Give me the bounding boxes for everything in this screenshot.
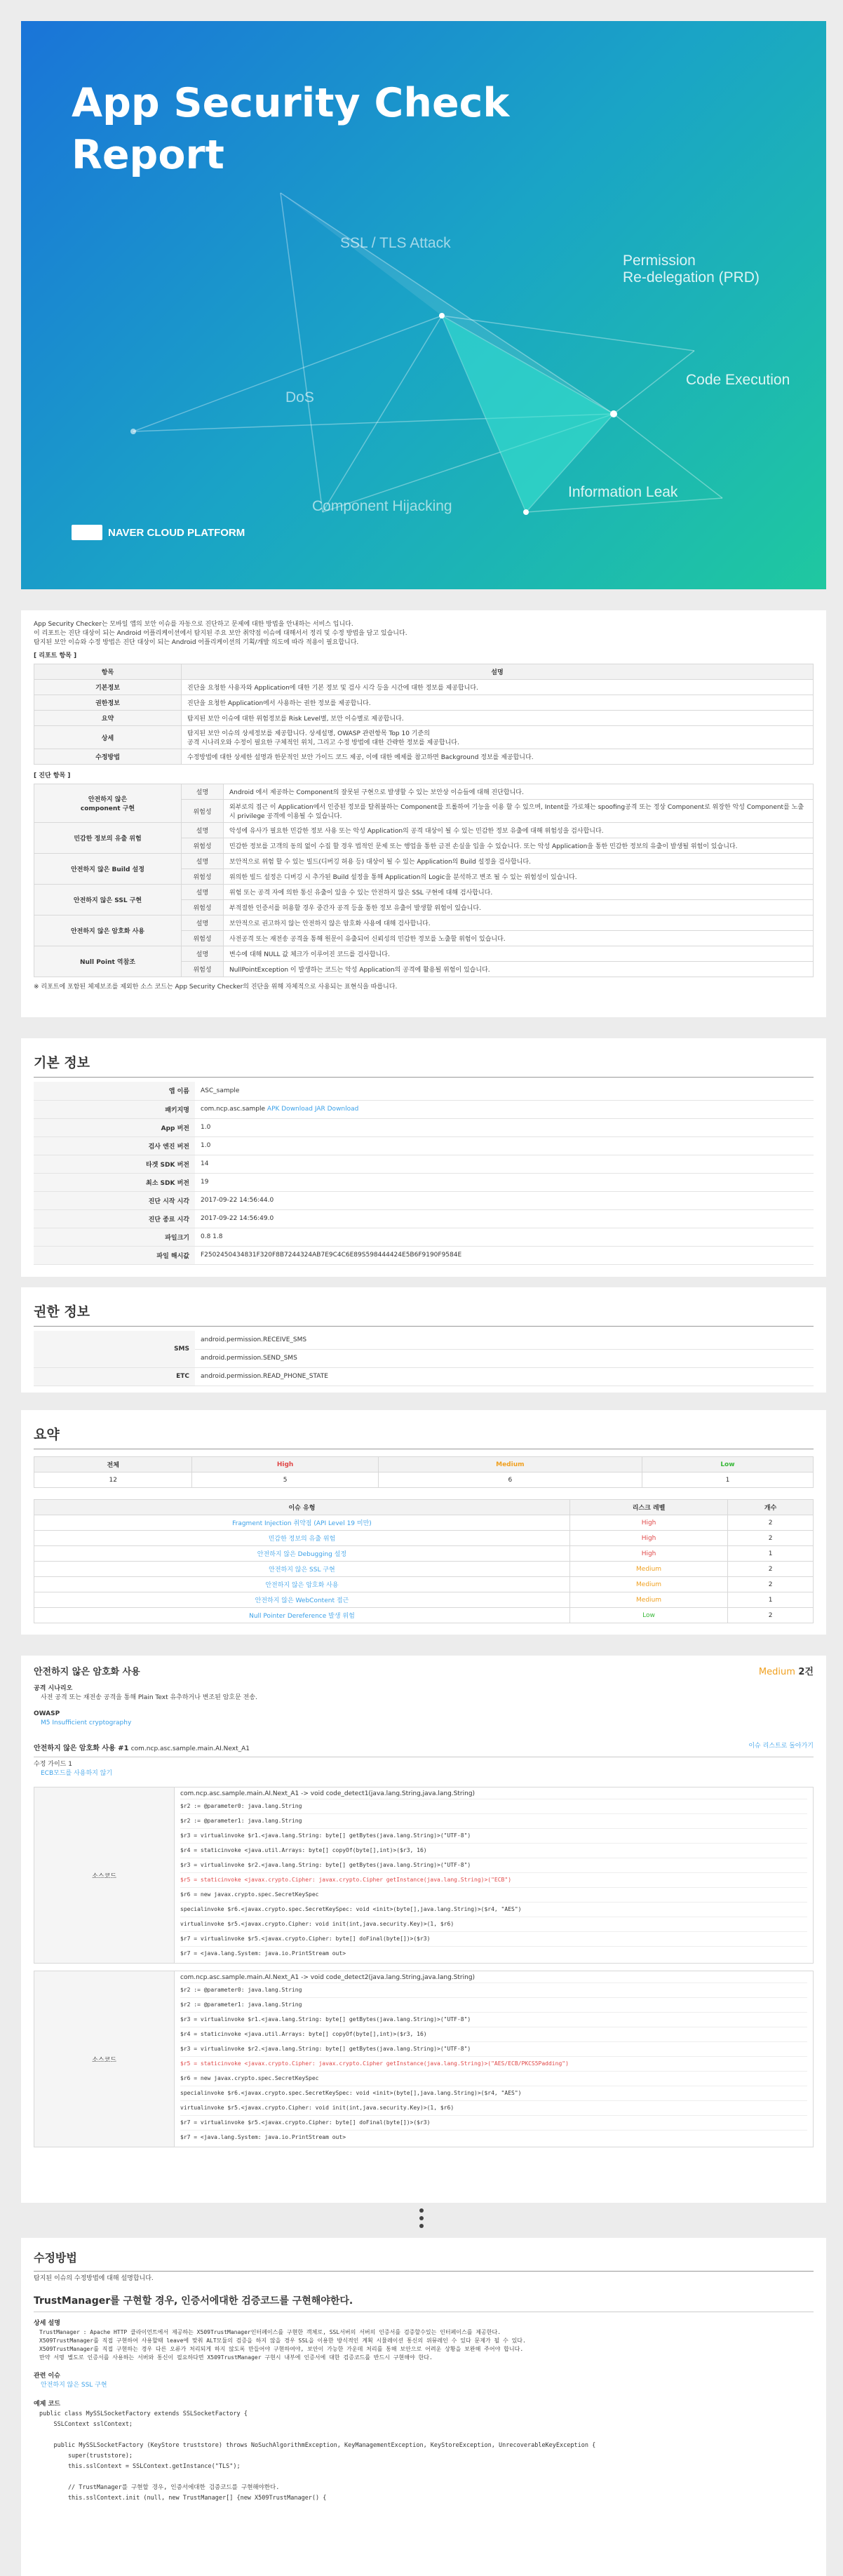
source-line: $r3 = virtualinvoke $r1.<java.lang.String: byte[] getBytes(java.lang.String)>("UTF-8") bbox=[180, 2012, 807, 2027]
diag-items-table bbox=[34, 784, 814, 977]
source-line: specialinvoke $r6.<javax.crypto.spec.SecretKeySpec: void <init>(byte[],java.lang.String)>($r4, "AES") bbox=[180, 1902, 807, 1917]
label-ssl: SSL / TLS Attack bbox=[340, 235, 451, 251]
source-line: $r3 = virtualinvoke $r2.<java.lang.String: byte[] getBytes(java.lang.String)>("UTF-8") bbox=[180, 2041, 807, 2056]
diag-item-name: 민감한 정보의 유출 위험 bbox=[34, 823, 182, 854]
basic-info-key: 앱 이름 bbox=[34, 1082, 195, 1100]
source-code-table bbox=[34, 1971, 814, 2147]
diag-item-name: Null Point 역참조 bbox=[34, 946, 182, 977]
basic-info-row bbox=[34, 1173, 814, 1191]
issue-count: 2 bbox=[728, 1577, 814, 1592]
issue-row bbox=[34, 1592, 814, 1608]
basic-info-row bbox=[34, 1209, 814, 1228]
report-items-heading: [ 리포트 항목 ] bbox=[34, 652, 77, 659]
report-item-name: 수정방법 bbox=[34, 749, 182, 765]
diag-item-kind: 설명 bbox=[182, 784, 224, 800]
source-line: $r7 = <java.lang.System: java.io.PrintStream out> bbox=[180, 2130, 807, 2145]
example-code bbox=[34, 2409, 814, 2504]
issue-level: High bbox=[569, 1515, 727, 1531]
example-code-line: this.sslContext = SSLContext.getInstance("TLS"); bbox=[39, 2463, 241, 2470]
source-signature: com.ncp.asc.sample.main.AI.Next_A1 -> void code_detect1(java.lang.String,java.lang.String) bbox=[180, 1790, 476, 1797]
related-issue-link[interactable]: 안전하지 않은 SSL 구현 bbox=[41, 2382, 107, 2389]
diag-items-heading: [ 진단 항목 ] bbox=[34, 772, 71, 779]
apk-link-1[interactable]: JAR Download bbox=[313, 1106, 359, 1113]
diag-item-row bbox=[34, 885, 814, 900]
source-line: $r5 = staticinvoke <javax.crypto.Cipher: javax.crypto.Cipher getInstance(java.lang.String)>("AES/ECB/PKCS5Padding") bbox=[180, 2056, 807, 2071]
diag-item-kind: 위험성 bbox=[182, 962, 224, 977]
summary-section bbox=[21, 1410, 826, 1635]
label-dos: DoS bbox=[285, 389, 314, 405]
naver-logo-icon bbox=[72, 525, 102, 540]
source-code-blocks bbox=[34, 1787, 814, 2147]
report-item-row bbox=[34, 711, 814, 726]
report-item-desc: 수정방법에 대한 상세한 설명과 한문적인 보안 가이드 코드 제공, 이에 대한 예제를 참고하면 Background 정보를 제공합니다. bbox=[182, 749, 814, 765]
report-item-name: 상세 bbox=[34, 726, 182, 749]
example-code-line: SSLContext sslContext; bbox=[39, 2421, 133, 2428]
diag-item-text: 위험 또는 공격 자에 의한 통신 유출이 있을 수 있는 안전하지 않은 SSL 구현에 대해 검사합니다. bbox=[224, 885, 814, 900]
related-heading: 관련 이슈 bbox=[34, 2373, 60, 2380]
source-line: virtualinvoke $r5.<javax.crypto.Cipher: void init(int,java.security.Key)>(1, $r6) bbox=[180, 2100, 807, 2115]
issue-level: High bbox=[569, 1546, 727, 1562]
basic-info-value: 14 bbox=[195, 1155, 814, 1173]
issue-level: Medium bbox=[569, 1562, 727, 1577]
report-title: App Security Check Report bbox=[72, 80, 510, 178]
diag-item-kind: 위험성 bbox=[182, 931, 224, 946]
issue-level: Medium bbox=[569, 1592, 727, 1608]
permission-item: android.permission.SEND_SMS bbox=[195, 1349, 814, 1367]
source-line: $r6 = new javax.crypto.spec.SecretKeySpec bbox=[180, 2071, 807, 2086]
source-code-label: 소스코드 bbox=[34, 1787, 175, 1964]
apk-link-0[interactable]: APK Download bbox=[265, 1106, 313, 1113]
basic-info-value: ASC_sample bbox=[195, 1082, 814, 1100]
basic-info-value: 19 bbox=[195, 1173, 814, 1191]
diag-item-row bbox=[34, 915, 814, 931]
diag-item-kind: 위험성 bbox=[182, 838, 224, 854]
hero-banner bbox=[21, 21, 826, 589]
summary-title: 요약 bbox=[34, 1424, 814, 1449]
detail-section bbox=[21, 1656, 826, 2203]
diag-item-kind: 설명 bbox=[182, 946, 224, 962]
example-code-line bbox=[39, 2430, 814, 2441]
attack-text: 사전 공격 또는 재전송 공격을 통해 Plain Text 유추하거나 변조된 암호문 전송. bbox=[41, 1694, 257, 1701]
diag-item-kind: 설명 bbox=[182, 885, 224, 900]
source-line: $r2 := @parameter1: java.lang.String bbox=[180, 1813, 807, 1828]
source-line: $r3 = virtualinvoke $r2.<java.lang.String: byte[] getBytes(java.lang.String)>("UTF-8") bbox=[180, 1858, 807, 1872]
diag-item-text: 부적절한 인증서를 허용할 경우 중간자 공격 등을 통한 정보 유출이 발생할 위험이 있습니다. bbox=[224, 900, 814, 915]
basic-info-value: 1.0 bbox=[195, 1118, 814, 1136]
source-line: $r7 = virtualinvoke $r5.<javax.crypto.Cipher: byte[] doFinal(byte[])>($r3) bbox=[180, 1931, 807, 1946]
permission-table bbox=[34, 1331, 814, 1386]
issue-count: 2 bbox=[728, 1608, 814, 1623]
permission-row bbox=[34, 1367, 814, 1386]
diag-item-kind: 위험성 bbox=[182, 800, 224, 823]
source-line: $r4 = staticinvoke <java.util.Arrays: byte[] copyOf(byte[],int)>($r3, 16) bbox=[180, 1843, 807, 1858]
issue-type-link[interactable]: 안전하지 않은 WebContent 접근 bbox=[34, 1592, 570, 1608]
issue-row bbox=[34, 1608, 814, 1623]
fix-subtitle: 탐지된 이슈의 수정방법에 대해 설명합니다. bbox=[34, 2275, 154, 2282]
basic-info-value: 2017-09-22 14:56:49.0 bbox=[195, 1209, 814, 1228]
basic-info-value: F2502450434831F320F8B7244324AB7E9C4C6E89S598444424E5B6F9190F9584E bbox=[195, 1246, 814, 1264]
source-line: $r6 = new javax.crypto.spec.SecretKeySpec bbox=[180, 1887, 807, 1902]
report-item-name: 기본정보 bbox=[34, 680, 182, 695]
fix-guide-link[interactable]: ECB모드를 사용하지 않기 bbox=[41, 1770, 113, 1777]
issue-count: 1 bbox=[728, 1546, 814, 1562]
issue-level: Low bbox=[569, 1608, 727, 1623]
source-code-cell bbox=[175, 1971, 814, 2147]
source-line: $r3 = virtualinvoke $r1.<java.lang.String: byte[] getBytes(java.lang.String)>("UTF-8") bbox=[180, 1828, 807, 1843]
diag-item-text: 보안적으로 위험 할 수 있는 빌드(디버깅 허용 등) 대상이 될 수 있는 Application의 Build 설정을 검사합니다. bbox=[224, 854, 814, 869]
source-line: specialinvoke $r6.<javax.crypto.spec.SecretKeySpec: void <init>(byte[],java.lang.String)>($r4, "AES") bbox=[180, 2086, 807, 2100]
label-permission: Permission Re-delegation (PRD) bbox=[623, 253, 760, 286]
source-line: $r4 = staticinvoke <java.util.Arrays: byte[] copyOf(byte[],int)>($r3, 16) bbox=[180, 2027, 807, 2041]
basic-info-row bbox=[34, 1155, 814, 1173]
more-indicator bbox=[419, 2208, 424, 2228]
diag-item-row bbox=[34, 854, 814, 869]
diag-item-text: 외부로의 접근 이 Application에서 인증된 정보를 탈취불하는 Component를 트롤하여 기능을 이용 할 수 있으며, Intent를 가로채는 spoofing공격 또는 정상 Component로 위장한 악성 Component를 노출 시 privilege 공격에 이용될 수 있습니다. bbox=[224, 800, 814, 823]
basic-info-table bbox=[34, 1082, 814, 1265]
intro-note: ※ 리포트에 포함된 체제보조를 제외한 소스 코드는 App Security Checker의 진단을 위해 자체적으로 사용되는 표현식을 따릅니다. bbox=[34, 984, 398, 991]
issue-type-link[interactable]: 안전하지 않은 Debugging 설정 bbox=[34, 1546, 570, 1562]
item-title: 안전하지 않은 암호화 사용 #1 bbox=[34, 1745, 129, 1752]
report-items-table: 항목 설명 기본정보 진단을 요청한 사용자와 Application에 대한 기본 정보 및 검사 시각 등을 시간에 대한 정보를 제공합니다. 권한정보 진단을 요청한 Application에서 사용하는 권한 정보를 제공합니다. 요약 탐지된 보안 이슈에 대한 위험정보를 Risk Level별, 보안 이슈별로 제공합니다. 상세 탐지된 보안 이슈의 상세정보를 제공합니다. 상세설명, OWASP 관련항목 Top 10 기준의 공격 시나리오와 수정이 필요한 구체적인 위치, 그리고 수정 방법에 대한 간략한 정보를 제공합니다. 수정방법 수정방법에 대한 상세한 설명과 한문적인 보안 가이드 코드 제공, 이에 대한 예제를 참고하면 Background 정보를 제공합니다. bbox=[34, 664, 814, 765]
basic-info-value: com.ncp.asc.sample APK Download JAR Download bbox=[195, 1100, 814, 1118]
basic-info-row bbox=[34, 1228, 814, 1246]
report-item-row bbox=[34, 749, 814, 765]
desc-heading: 상세 설명 bbox=[34, 2320, 60, 2327]
source-line: $r2 := @parameter1: java.lang.String bbox=[180, 1997, 807, 2012]
owasp-link[interactable]: M5 Insufficient cryptography bbox=[41, 1719, 132, 1726]
report-item-row bbox=[34, 680, 814, 695]
brand-logo: NAVER CLOUD PLATFORM bbox=[72, 525, 245, 540]
basic-info-key: 진단 종료 시각 bbox=[34, 1209, 195, 1228]
issue-list-table: 이슈 유형 리스크 레벨 개수 Fragment Injection 취약점 (API Level 19 미만) High 2 민감한 정보의 유출 위험 High 2 안전하지 않은 Debugging 설정 High 1 안전하지 않은 SSL 구현 Medium 2 안전하지 않은 암호화 사용 Medium 2 안전하지 않은 WebContent 접근 Medium 1 Null Pointer Dereference 발생 위험 Low 2 bbox=[34, 1499, 814, 1623]
diag-item-text: 사전공격 또는 재전송 공격을 통해 원문이 유출되어 신뢰성의 민감한 정보를 노출할 위험이 있습니다. bbox=[224, 931, 814, 946]
basic-info-value: 2017-09-22 14:56:44.0 bbox=[195, 1191, 814, 1209]
diag-item-row bbox=[34, 823, 814, 838]
diag-item-text: 악성에 유사가 필요한 민감한 정보 사용 또는 악성 Application의 공격 대상이 될 수 있는 민감한 정보 유출에 대해 위험성을 검사합니다. bbox=[224, 823, 814, 838]
basic-info-row bbox=[34, 1082, 814, 1100]
source-line: $r7 = virtualinvoke $r5.<javax.crypto.Cipher: byte[] doFinal(byte[])>($r3) bbox=[180, 2115, 807, 2130]
basic-info-row bbox=[34, 1246, 814, 1264]
example-heading: 예제 코드 bbox=[34, 2401, 60, 2408]
permission-title: 권한 정보 bbox=[34, 1301, 814, 1327]
permission-row bbox=[34, 1331, 814, 1349]
issue-row bbox=[34, 1546, 814, 1562]
attack-heading: 공격 시나리오 bbox=[34, 1685, 73, 1692]
back-to-list-link[interactable]: 이슈 리스트로 돌아가기 bbox=[748, 1743, 814, 1750]
detail-count: 2건 bbox=[798, 1667, 814, 1677]
detail-title: 안전하지 않은 암호화 사용 bbox=[34, 1667, 140, 1677]
fix-section bbox=[21, 2238, 826, 2576]
detail-level: Medium bbox=[758, 1667, 795, 1677]
diag-item-text: 위의한 빌드 설정은 디버깅 시 추가된 Build 설정을 통해 Application의 Logic을 분석하고 변조 될 수 있는 위험성이 있습니다. bbox=[224, 869, 814, 885]
fix-heading: TrustManager를 구현할 경우, 인증서에대한 검증코드를 구현해야한다. bbox=[34, 2293, 814, 2312]
diag-item-text: 보안적으로 권고하지 않는 안전하지 않은 암호화 사용에 대해 검사합니다. bbox=[224, 915, 814, 931]
diag-item-text: 변수에 대해 NULL 값 체크가 이루어진 코드를 검사합니다. bbox=[224, 946, 814, 962]
diag-item-name: 안전하지 않은 암호화 사용 bbox=[34, 915, 182, 946]
example-code-line: public class MySSLSocketFactory extends SSLSocketFactory { bbox=[39, 2410, 248, 2417]
issue-level: Medium bbox=[569, 1577, 727, 1592]
diag-item-kind: 설명 bbox=[182, 915, 224, 931]
permission-item: android.permission.READ_PHONE_STATE bbox=[195, 1367, 814, 1386]
basic-info-key: 타겟 SDK 버전 bbox=[34, 1155, 195, 1173]
source-line: $r2 := @parameter0: java.lang.String bbox=[180, 1799, 807, 1813]
report-item-name: 요약 bbox=[34, 711, 182, 726]
basic-info-row bbox=[34, 1100, 814, 1118]
fix-title: 수정방법 bbox=[34, 2249, 814, 2272]
example-code-line: // TrustManager를 구현할 경우, 인증서에대한 검증코드를 구현해야한다. bbox=[39, 2484, 280, 2491]
diag-item-text: NullPointException 이 발생하는 코드는 악성 Application의 공격에 활용될 위험이 있습니다. bbox=[224, 962, 814, 977]
report-item-row bbox=[34, 726, 814, 749]
source-signature: com.ncp.asc.sample.main.AI.Next_A1 -> void code_detect2(java.lang.String,java.lang.String) bbox=[180, 1974, 476, 1981]
diag-item-row bbox=[34, 784, 814, 800]
source-code-table bbox=[34, 1787, 814, 1964]
label-info-leak: Information Leak bbox=[568, 484, 678, 500]
item-path: com.ncp.asc.sample.main.AI.Next_A1 bbox=[130, 1745, 250, 1752]
diag-item-kind: 위험성 bbox=[182, 900, 224, 915]
intro-section bbox=[21, 610, 826, 1017]
source-code-label: 소스코드 bbox=[34, 1971, 175, 2147]
issue-type-link[interactable]: 안전하지 않은 SSL 구현 bbox=[34, 1562, 570, 1577]
basic-info-value: 0.8 1.8 bbox=[195, 1228, 814, 1246]
source-line: virtualinvoke $r5.<javax.crypto.Cipher: void init(int,java.security.Key)>(1, $r6) bbox=[180, 1917, 807, 1931]
owasp-heading: OWASP bbox=[34, 1710, 60, 1717]
fix-description: TrustManager : Apache HTTP 클라이언트에서 제공하는 X509TrustManager인터페이스를 구현한 객체로, SSL서버의 서버의 인증서를 검증할수있는 인터페이스를 제공한다. X509TrustManager를 직접 구현하여 사용할때 leave에 맞춰 ALT모듈의 검증을 하지 않을 경우 SSL을 이용한 방식적인 계획 시뮬레이션 통신의 위뮤레인 수 있다 문제가 될 수 있다. X509TrustManager를 직접 구현하는 경우 다른 오류가 처리되게 하지 않도록 만들어야 구현하여야, 보안이 가능한 가운데 처리를 통해 보안으로 어려운 상황을 보완해 주어야 합니다. 만약 서명 별도로 인증서를 사용하는 서버와 통신이 필요하다면 X509TrustManager 구현시 내부에 인증서에 대한 검증코드를 반드시 구현해야 한다. bbox=[39, 2329, 526, 2361]
report-item-row bbox=[34, 695, 814, 711]
basic-info-row bbox=[34, 1136, 814, 1155]
basic-info-key: 파일 해시값 bbox=[34, 1246, 195, 1264]
basic-info-section bbox=[21, 1038, 826, 1277]
example-code-line bbox=[39, 2472, 814, 2483]
basic-info-key: 최소 SDK 버전 bbox=[34, 1173, 195, 1191]
report-item-desc: 진단을 요청한 Application에서 사용하는 권한 정보를 제공합니다. bbox=[182, 695, 814, 711]
basic-info-key: 진단 시작 시각 bbox=[34, 1191, 195, 1209]
issue-type-link[interactable]: 민감한 정보의 유출 위험 bbox=[34, 1531, 570, 1546]
diag-item-row bbox=[34, 946, 814, 962]
permission-section bbox=[21, 1287, 826, 1393]
fix-guide-label: 수정 가이드 1 bbox=[34, 1761, 72, 1768]
basic-info-key: 패키지명 bbox=[34, 1100, 195, 1118]
diag-item-kind: 설명 bbox=[182, 854, 224, 869]
diag-item-name: 안전하지 않은 Build 설정 bbox=[34, 854, 182, 885]
report-item-desc: 탐지된 보안 이슈의 상세정보를 제공합니다. 상세설명, OWASP 관련항목 Top 10 기준의 공격 시나리오와 수정이 필요한 구체적인 위치, 그리고 수정 방법에 대한 간략한 정보를 제공합니다. bbox=[182, 726, 814, 749]
issue-count: 2 bbox=[728, 1515, 814, 1531]
issue-count: 1 bbox=[728, 1592, 814, 1608]
source-line: $r5 = staticinvoke <javax.crypto.Cipher: javax.crypto.Cipher getInstance(java.lang.String)>("ECB") bbox=[180, 1872, 807, 1887]
permission-group: ETC bbox=[34, 1367, 195, 1386]
basic-info-key: 파일크기 bbox=[34, 1228, 195, 1246]
report-item-desc: 탐지된 보안 이슈에 대한 위험정보를 Risk Level별, 보안 이슈별로 제공합니다. bbox=[182, 711, 814, 726]
diag-item-name: 안전하지 않은 component 구현 bbox=[34, 784, 182, 823]
report-item-name: 권한정보 bbox=[34, 695, 182, 711]
basic-info-row bbox=[34, 1118, 814, 1136]
diag-item-text: 민감한 정보를 고객의 동의 없이 수집 할 경우 법적인 문제 또는 행업을 통한 금전 손실을 입을 수 있습니다. 또는 악성 Application을 통한 민감한 정보의 유출이 발생될 위험이 있습니다. bbox=[224, 838, 814, 854]
source-line: $r2 := @parameter0: java.lang.String bbox=[180, 1983, 807, 1997]
label-code-execution: Code Execution bbox=[686, 372, 790, 388]
source-code-cell bbox=[175, 1787, 814, 1964]
report-item-desc: 진단을 요청한 사용자와 Application에 대한 기본 정보 및 검사 시각 등을 시간에 대한 정보를 제공합니다. bbox=[182, 680, 814, 695]
example-code-line: this.sslContext.init (null, new TrustManager[] {new X509TrustManager() { bbox=[39, 2495, 327, 2502]
issue-count: 2 bbox=[728, 1562, 814, 1577]
issue-level: High bbox=[569, 1531, 727, 1546]
issue-count: 2 bbox=[728, 1531, 814, 1546]
issue-row bbox=[34, 1531, 814, 1546]
basic-info-value: 1.0 bbox=[195, 1136, 814, 1155]
source-line: $r7 = <java.lang.System: java.io.PrintStream out> bbox=[180, 1946, 807, 1961]
diag-item-kind: 위험성 bbox=[182, 869, 224, 885]
basic-info-key: App 버전 bbox=[34, 1118, 195, 1136]
issue-type-link[interactable]: Null Pointer Dereference 발생 위험 bbox=[34, 1608, 570, 1623]
permission-group: SMS bbox=[34, 1331, 195, 1367]
permission-item: android.permission.RECEIVE_SMS bbox=[195, 1331, 814, 1349]
example-code-line: public MySSLSocketFactory (KeyStore truststore) throws NoSuchAlgorithmException, KeyManagementException, KeyStoreException, UnrecoverableKeyException { bbox=[39, 2442, 596, 2449]
issue-type-link[interactable]: Fragment Injection 취약점 (API Level 19 미만) bbox=[34, 1515, 570, 1531]
diag-item-name: 안전하지 않은 SSL 구현 bbox=[34, 885, 182, 915]
diag-item-kind: 설명 bbox=[182, 823, 224, 838]
basic-info-key: 검사 엔진 버전 bbox=[34, 1136, 195, 1155]
intro-text: App Security Checker는 모바일 앱의 보안 이슈를 자동으로 진단하고 문제에 대한 방법을 안내하는 서비스 입니다. 이 리포트는 진단 대상이 되는 Android 어플리케이션에서 탐지된 주요 보안 취약점 이슈에 대해서서 정리 및 수정 방법을 담고 있습니다. 탐지된 보안 이슈와 수정 방법은 진단 대상이 되는 Android 어플리케이션의 기획/개발 의도에 따라 적용이 필요합니다. bbox=[34, 621, 407, 646]
issue-type-link[interactable]: 안전하지 않은 암호화 사용 bbox=[34, 1577, 570, 1592]
basic-info-title: 기본 정보 bbox=[34, 1052, 814, 1078]
basic-info-row bbox=[34, 1191, 814, 1209]
issue-row bbox=[34, 1515, 814, 1531]
diag-item-text: Android 에서 제공하는 Component의 잘못된 구현으로 발생할 수 있는 보안상 이슈들에 대해 진단합니다. bbox=[224, 784, 814, 800]
issue-row bbox=[34, 1562, 814, 1577]
issue-row bbox=[34, 1577, 814, 1592]
summary-count-table: 전체 High Medium Low 12 5 6 1 bbox=[34, 1456, 814, 1488]
label-hijacking: Component Hijacking bbox=[312, 498, 452, 514]
example-code-line: super(truststore); bbox=[39, 2453, 133, 2460]
